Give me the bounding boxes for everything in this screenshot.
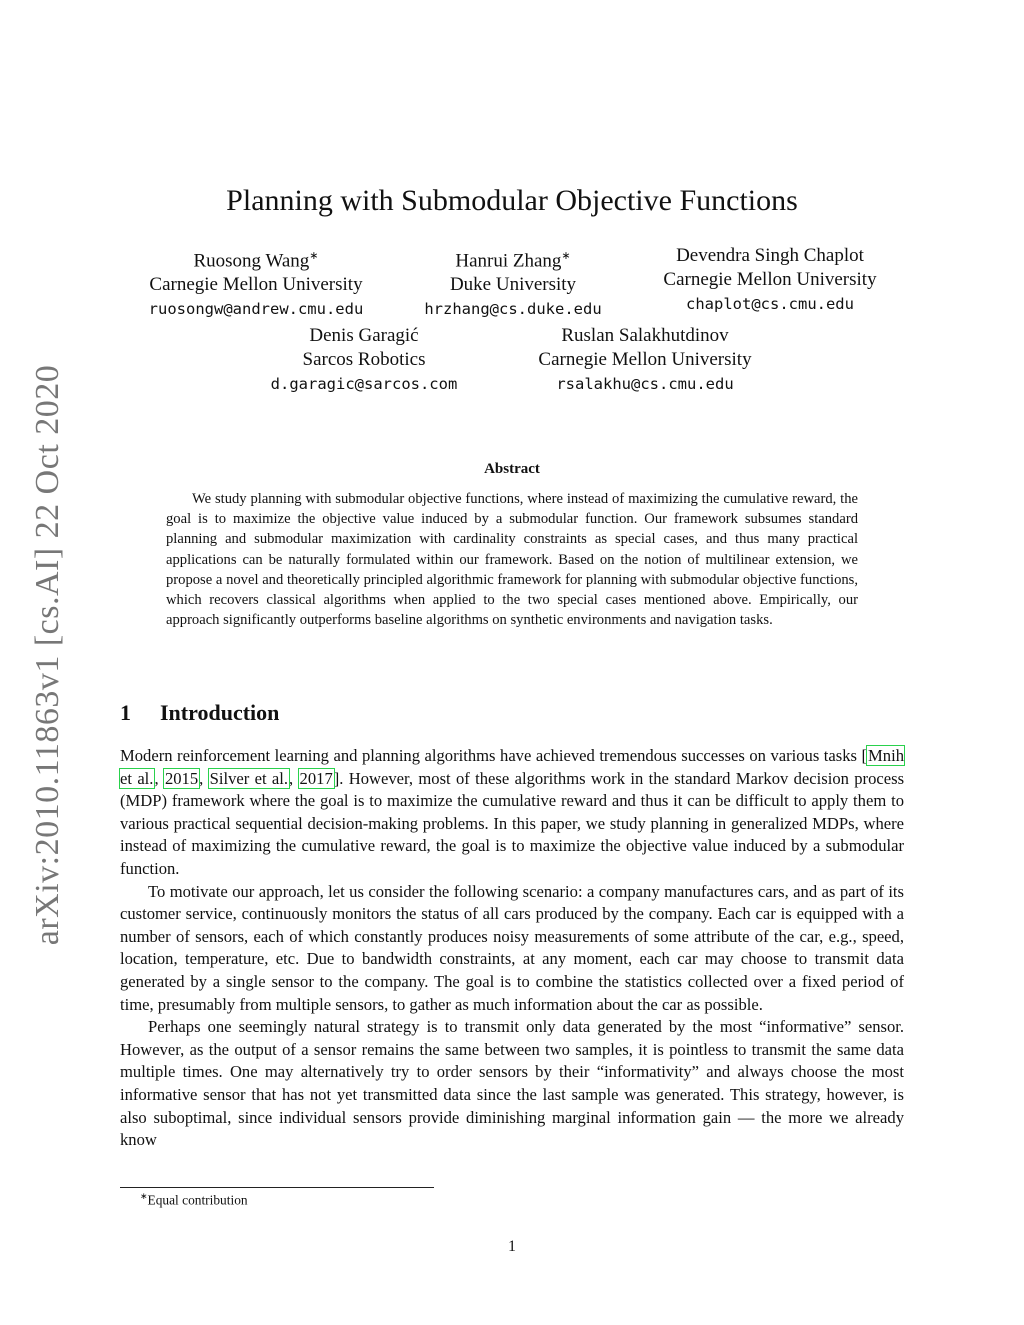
equal-contribution-mark: ∗: [561, 250, 571, 262]
introduction-body: [120, 745, 904, 1152]
citation-link[interactable]: Mnih et al.: [120, 746, 904, 788]
section-heading: [120, 700, 279, 726]
author-block: [648, 244, 892, 316]
citation-link[interactable]: 2015: [164, 768, 199, 788]
author-name: Denis Garagić: [309, 325, 419, 346]
paragraph: Modern reinforcement learning and planning algorithms have achieved tremendous successes on various tasks [Mnih et al., 2015, Silver et al., 2017]. However, most of these algorithms work in the standard Markov decision process (MDP) framework where the goal is to maximize the cumulative reward and thus it can be difficult to apply them to various practical sequential decision-making problems. In this paper, we study planning in generalized MDPs, where instead of maximizing the cumulative reward, the goal is to maximize the objective value induced by a submodular function.: [120, 746, 905, 878]
paragraph-text: Modern reinforcement learning and planning algorithms have achieved tremendous successes on various tasks [: [120, 746, 868, 765]
footnote: [140, 1191, 248, 1208]
section-title: Introduction: [160, 700, 280, 725]
page-number: 1: [508, 1238, 516, 1255]
abstract-heading: Abstract: [484, 461, 540, 477]
citation-link[interactable]: Silver et al.: [209, 768, 289, 788]
author-name: Ruslan Salakhutdinov: [561, 325, 729, 346]
footnote-mark: ∗: [140, 1191, 148, 1201]
paragraph: To motivate our approach, let us consider the following scenario: a company manufactures cars, and as part of its customer service, continuously monitors the status of all cars produced by the company. Each car is equipped with a number of sensors, each of which constantly produces noisy measurements of some attribute of the car, e.g., speed, location, temperature, etc. Due to bandwidth constraints, at any moment, each car may choose to transmit data generated by a single sensor to the company. The goal is to combine the statistics collected over a fixed period of time, presumably from multiple sensors, to gather as much information about the car as possible.: [120, 881, 904, 1014]
author-email[interactable]: hrzhang@cs.duke.edu: [424, 300, 602, 319]
paper-title: Planning with Submodular Objective Functions: [226, 184, 798, 217]
equal-contribution-mark: ∗: [309, 250, 319, 262]
author-affiliation: Carnegie Mellon University: [663, 269, 877, 290]
section-number: 1: [120, 700, 131, 725]
author-email[interactable]: chaplot@cs.cmu.edu: [686, 295, 854, 313]
author-block: [256, 324, 472, 396]
paragraph-text: ]. However, most of these algorithms work in the standard Markov decision process (MDP) framework where the goal is to maximize the cumulative reward and thus it can be difficult to apply them to various practical sequential decision-making problems. In this paper, we study planning in generalized MDPs, where instead of maximizing the cumulative reward, the goal is to maximize the objective value induced by a submodular function.: [120, 768, 905, 878]
author-affiliation: Carnegie Mellon University: [149, 274, 363, 296]
author-block: [408, 244, 618, 321]
author-name: Ruosong Wang: [193, 250, 310, 272]
footnote-text: Equal contribution: [147, 1192, 248, 1208]
arxiv-identifier-stamp[interactable]: arXiv:2010.11863v1 [cs.AI] 22 Oct 2020: [29, 364, 66, 946]
author-affiliation: Duke University: [449, 274, 577, 296]
author-email[interactable]: rsalakhu@cs.cmu.edu: [556, 375, 734, 393]
author-email[interactable]: d.garagic@sarcos.com: [270, 375, 458, 393]
author-block: [136, 244, 376, 321]
author-name: Devendra Singh Chaplot: [676, 245, 864, 266]
author-email[interactable]: ruosongw@andrew.cmu.edu: [148, 300, 364, 319]
abstract-text: We study planning with submodular objective functions, where instead of maximizing the cumulative reward, the goal is to maximize the objective value induced by a submodular function. Our framework subsumes standard planning and submodular maximization with cardinality constraints as special cases, and thus many practical applications can be naturally formulated within our framework. Based on the notion of multilinear extension, we propose a novel and theoretically principled algorithmic framework for planning with submodular objective functions, which recovers classical algorithms when applied to the two special cases mentioned above. Empirically, our approach significantly outperforms baseline algorithms on synthetic environments and navigation tasks.: [166, 491, 858, 629]
paragraph: Perhaps one seemingly natural strategy is to transmit only data generated by the most “informative” sensor. However, as the output of a sensor remains the same between two samples, it is pointless to transmit the same data multiple times. One may alternatively try to order sensors by their “informativity” and always choose the most informative sensor that has not yet transmitted data since the last sample was generated. This strategy, however, is also suboptimal, since individual sensors provide diminishing marginal information gain — the more we already know: [120, 1017, 904, 1150]
author-affiliation: Carnegie Mellon University: [538, 349, 752, 370]
author-name: Hanrui Zhang: [455, 250, 562, 272]
footnote-divider: [120, 1187, 434, 1188]
author-affiliation: Sarcos Robotics: [302, 349, 426, 370]
citation-link[interactable]: 2017: [299, 768, 333, 788]
author-block: [522, 324, 768, 396]
